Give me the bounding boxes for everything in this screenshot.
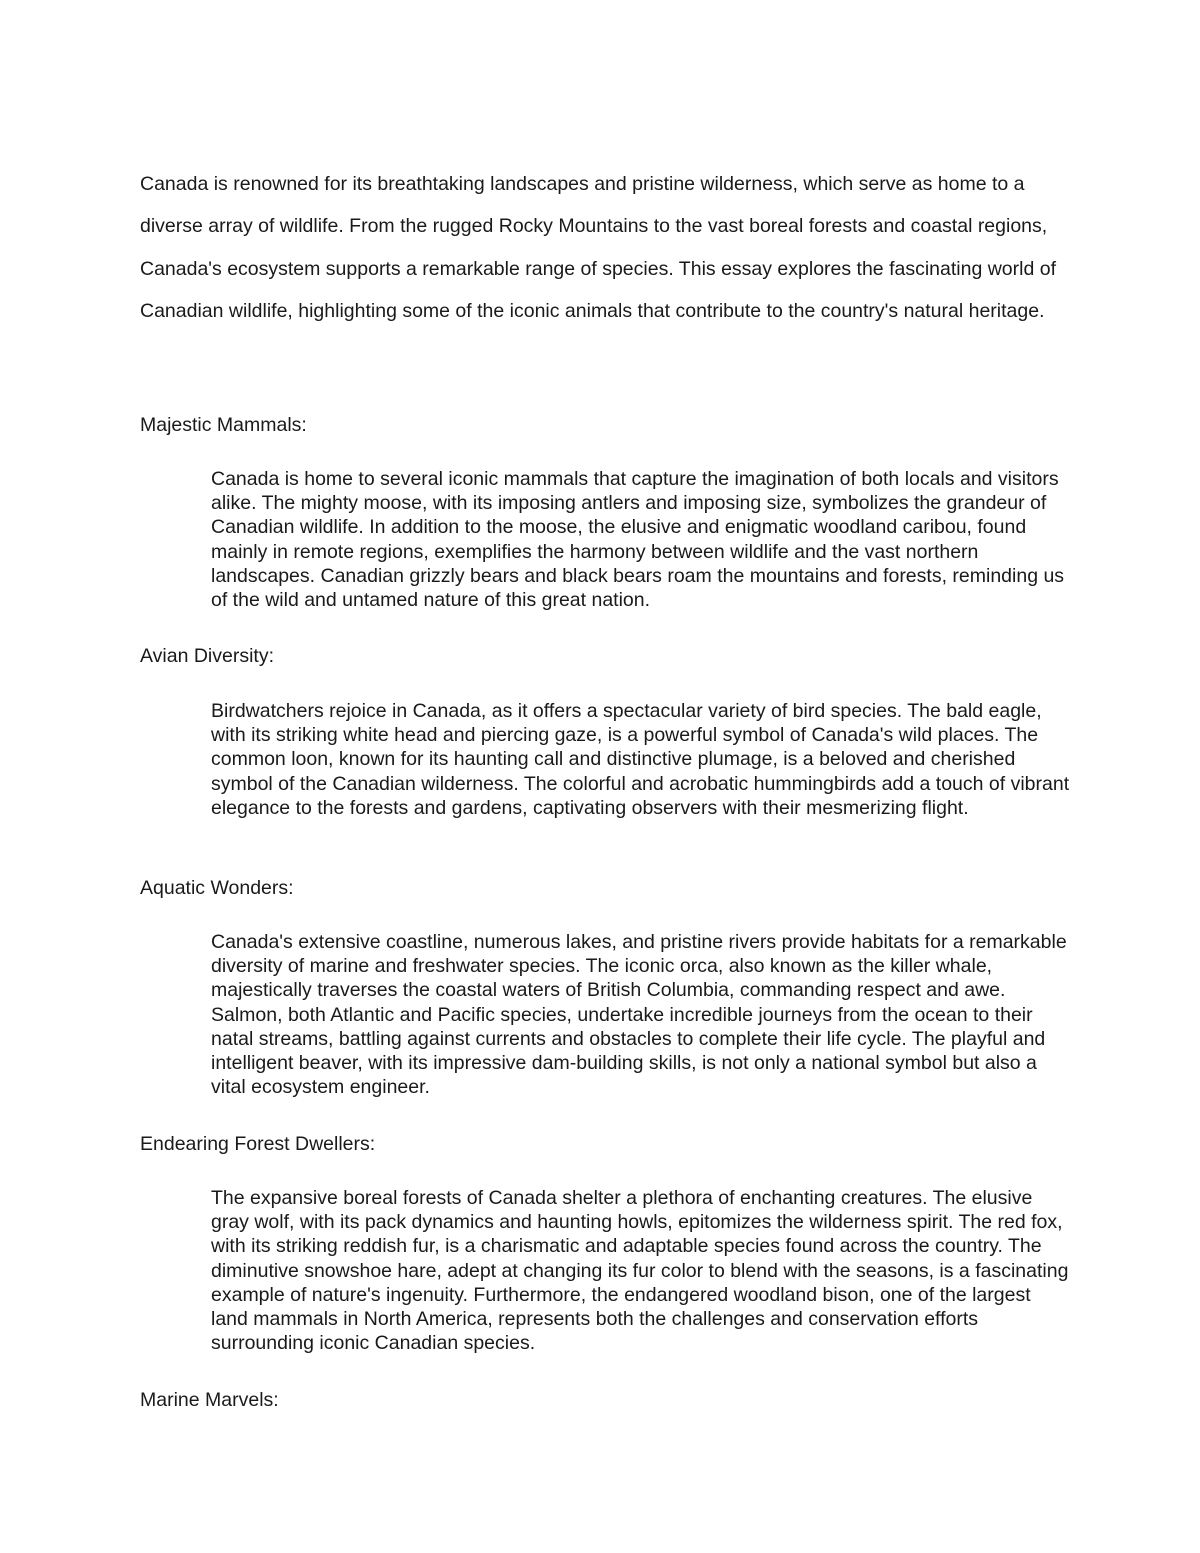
intro-paragraph: Canada is renowned for its breathtaking landscapes and pristine wilderness, which serve as home to a diverse array of wildlife. From the rugged Rocky Mountains to the vast boreal forests and coastal regions, Canada's ecosystem supports a remarkable range of species. This essay explores the fascinating world of Canadian wildlife, highlighting some of the iconic animals that contribute to the country's natural heritage. — [140, 173, 1056, 323]
section-heading-aquatic-wonders: Aquatic Wonders: — [140, 877, 294, 899]
section-body-endearing-forest-dwellers: The expansive boreal forests of Canada shelter a plethora of enchanting creatures. The elusive gray wolf, with its pack dynamics and haunting howls, epitomizes the wilderness spirit. The red fox, with its striking reddish fur, is a charismatic and adaptable species found across the country. The diminutive snowshoe hare, adept at changing its fur color to blend with the seasons, is a fascinating example of nature's ingenuity. Furthermore, the endangered woodland bison, one of the largest land mammals in North America, represents both the challenges and conservation efforts surrounding iconic Canadian species. — [211, 1187, 1069, 1355]
section-heading-endearing-forest-dwellers: Endearing Forest Dwellers: — [140, 1133, 376, 1155]
section-heading-marine-marvels: Marine Marvels: — [140, 1389, 279, 1411]
section-body-aquatic-wonders: Canada's extensive coastline, numerous lakes, and pristine rivers provide habitats for a remarkable diversity of marine and freshwater species. The iconic orca, also known as the killer whale, majestically traverses the coastal waters of British Columbia, commanding respect and awe. Salmon, both Atlantic and Pacific species, undertake incredible journeys from the ocean to their natal streams, battling against currents and obstacles to complete their life cycle. The playful and intelligent beaver, with its impressive dam-building skills, is not only a national symbol but also a vital ecosystem engineer. — [211, 931, 1067, 1099]
section-body-majestic-mammals: Canada is home to several iconic mammals that capture the imagination of both locals and visitors alike. The mighty moose, with its imposing antlers and imposing size, symbolizes the grandeur of Canadian wildlife. In addition to the moose, the elusive and enigmatic woodland caribou, found mainly in remote regions, exemplifies the harmony between wildlife and the vast northern landscapes. Canadian grizzly bears and black bears roam the mountains and forests, reminding us of the wild and untamed nature of this great nation. — [211, 468, 1065, 612]
section-body-avian-diversity: Birdwatchers rejoice in Canada, as it offers a spectacular variety of bird species. The bald eagle, with its striking white head and piercing gaze, is a powerful symbol of Canada's wild places. The common loon, known for its haunting call and distinctive plumage, is a beloved and cherished symbol of the Canadian wilderness. The colorful and acrobatic hummingbirds add a touch of vibrant elegance to the forests and gardens, captivating observers with their mesmerizing flight. — [211, 700, 1070, 819]
section-heading-avian-diversity: Avian Diversity: — [140, 645, 275, 667]
section-heading-majestic-mammals: Majestic Mammals: — [140, 414, 307, 436]
